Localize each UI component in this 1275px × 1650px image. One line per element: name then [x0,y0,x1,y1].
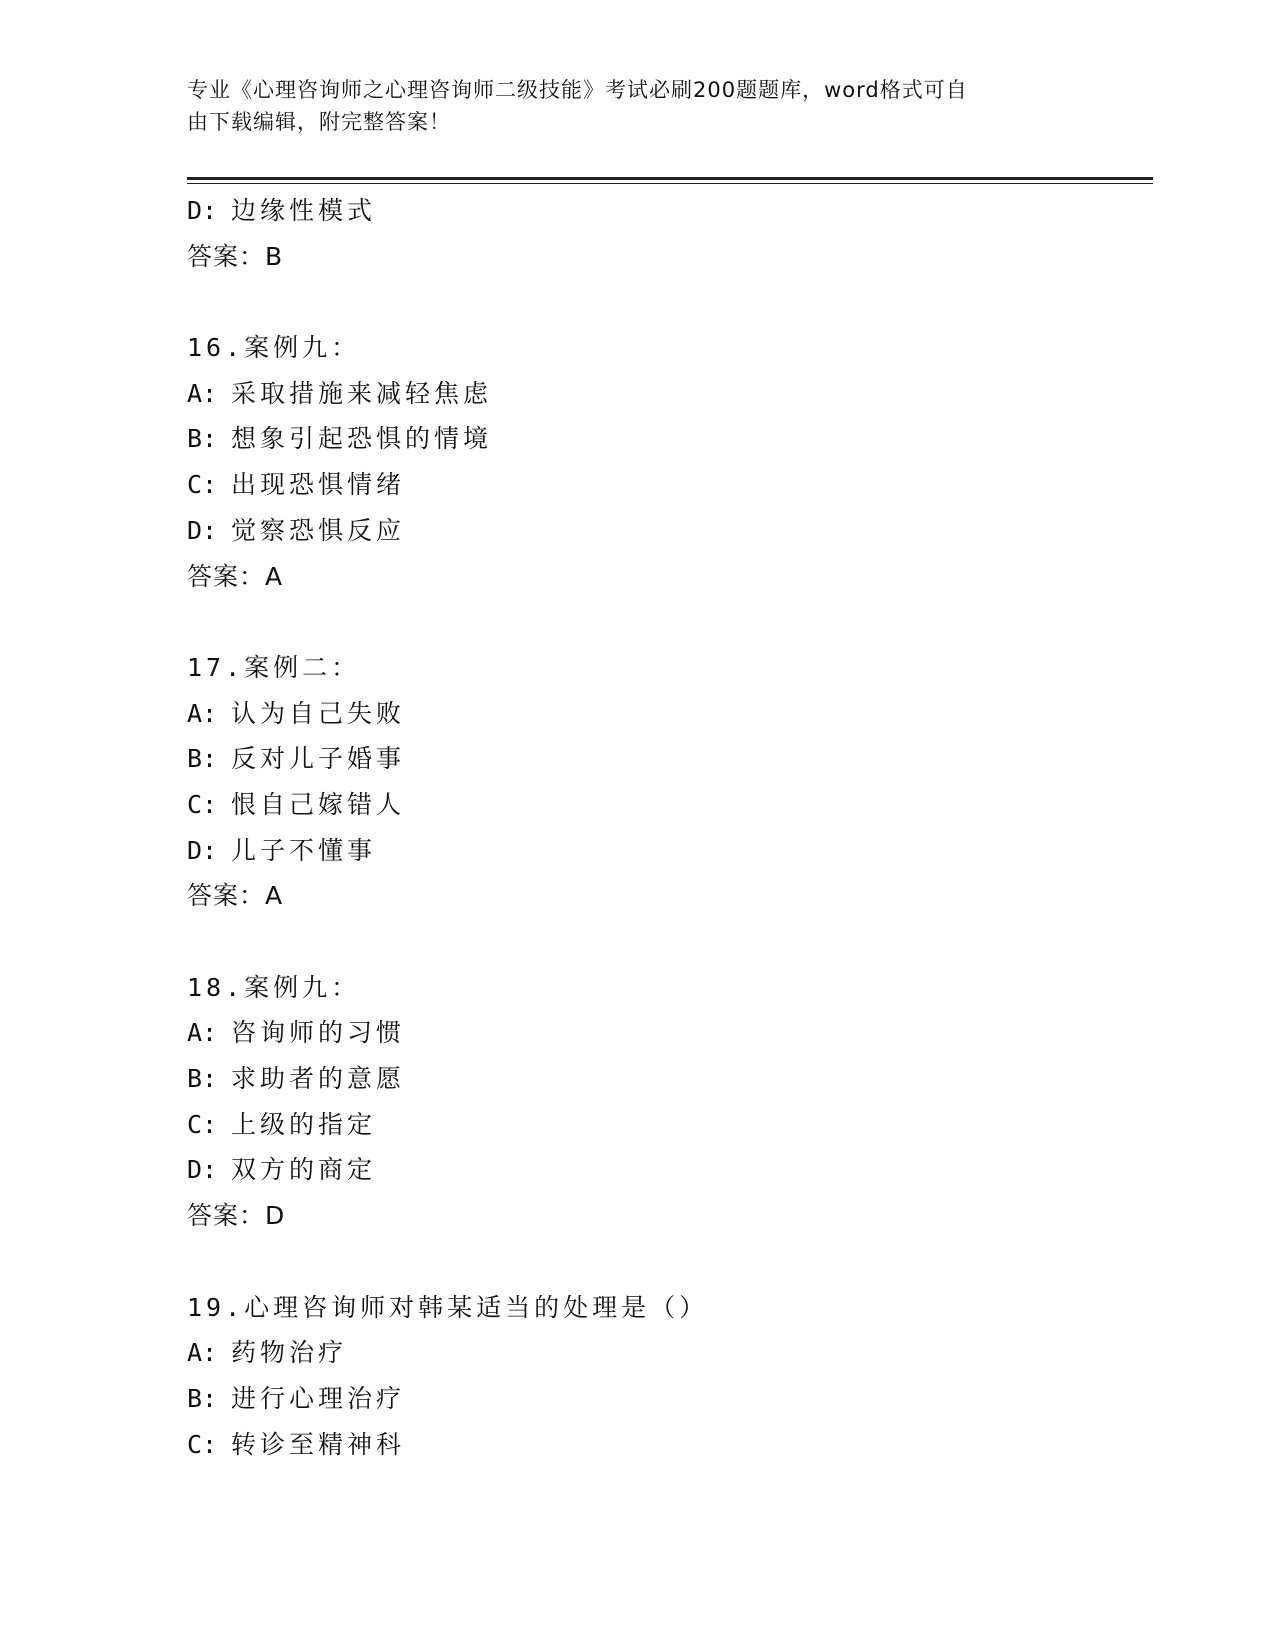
option-text: 觉察恐惧反应 [231,515,406,545]
option-text: 反对儿子婚事 [231,744,406,774]
option-label: A: [187,1338,218,1368]
option-text: 儿子不懂事 [231,835,377,865]
option-text: 边缘性模式 [231,196,377,225]
option-label: C: [187,789,218,819]
question-block-16 [187,325,1087,599]
option-text: 进行心理治疗 [231,1383,406,1413]
option-text: 双方的商定 [231,1155,377,1185]
option-c [187,782,1087,828]
option-b [187,736,1087,782]
question-list [187,188,1087,1467]
question-title: 18.案例九： [187,972,361,1002]
block-spacer [187,279,1087,325]
question-title: 17.案例二： [187,652,361,682]
option-label: A: [187,378,218,408]
answer-line: 答案：D [187,1201,286,1231]
block-spacer [187,1239,1087,1285]
option-a [187,691,1087,737]
header-title-line-1: 专业《心理咨询师之心理咨询师二级技能》考试必刷200题题库，word格式可自 [187,78,968,102]
option-label: B: [187,1064,218,1094]
option-label: D: [187,1155,218,1185]
option-text: 转诊至精神科 [231,1429,406,1459]
header-divider-thin [187,183,1153,184]
option-text: 出现恐惧情绪 [231,470,406,500]
option-text: 药物治疗 [231,1338,348,1368]
block-spacer [187,599,1087,645]
option-text: 求助者的意愿 [231,1064,406,1094]
option-text: 采取措施来减轻焦虑 [231,378,493,408]
option-a [187,1330,1087,1376]
answer-line: 答案：B [187,241,284,271]
option-c [187,1102,1087,1148]
header-divider-thick [187,177,1153,180]
option-label: A: [187,698,218,728]
option-text: 恨自己嫁错人 [231,789,406,819]
question-title: 19.心理咨询师对韩某适当的处理是（） [187,1292,709,1322]
block-spacer [187,919,1087,965]
option-d [187,828,1087,874]
option-label: C: [187,1109,218,1139]
option-c [187,462,1087,508]
question-block-17 [187,645,1087,919]
option-label: C: [187,1429,218,1459]
question-block-19 [187,1285,1087,1468]
option-label: B: [187,1383,218,1413]
option-a [187,371,1087,417]
option-text: 想象引起恐惧的情境 [231,424,493,454]
option-label: D: [187,196,218,225]
option-b [187,1376,1087,1422]
option-label: D: [187,835,218,865]
option-label: B: [187,424,218,454]
option-a [187,1010,1087,1056]
option-label: A: [187,1018,218,1048]
option-label: D: [187,515,218,545]
option-d [187,188,1087,234]
option-d [187,508,1087,554]
page-header [187,74,1067,138]
option-d [187,1147,1087,1193]
question-title: 16.案例九： [187,333,361,363]
option-text: 上级的指定 [231,1109,377,1139]
option-text: 认为自己失败 [231,698,406,728]
answer-line: 答案：A [187,561,284,591]
answer-line: 答案：A [187,881,284,911]
question-block-continued [187,188,1087,279]
option-b [187,416,1087,462]
option-b [187,1056,1087,1102]
option-label: B: [187,744,218,774]
option-c [187,1422,1087,1468]
question-block-18 [187,965,1087,1239]
header-title-line-2: 由下载编辑，附完整答案！ [187,110,451,134]
option-text: 咨询师的习惯 [231,1018,406,1048]
option-label: C: [187,470,218,500]
